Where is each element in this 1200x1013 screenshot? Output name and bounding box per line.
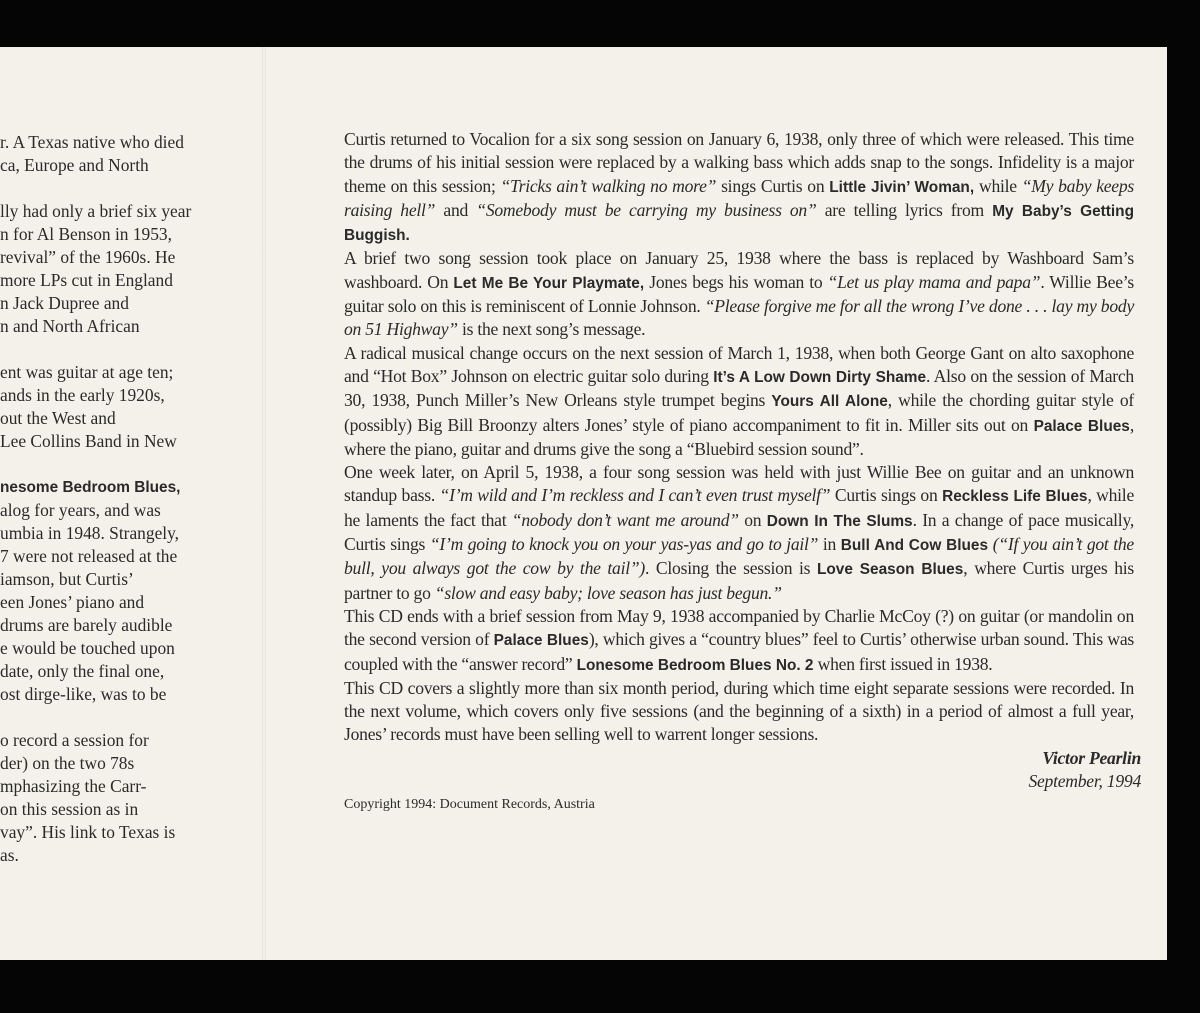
left-line: n Jack Dupree and (0, 293, 129, 313)
left-line: out the West and (0, 408, 116, 428)
song-title: Yours All Alone (771, 393, 888, 411)
left-line: een Jones’ piano and (0, 592, 145, 612)
left-line: more LPs cut in England (0, 270, 173, 290)
left-line: ost dirge-like, was to be (0, 684, 167, 704)
booklet-fold (262, 47, 266, 960)
left-line: vay”. His link to Texas is (0, 822, 176, 842)
author-name: Victor Pearlin (1042, 747, 1141, 768)
song-title: Bull And Cow Blues (840, 537, 989, 555)
lyric-quote: “I’m going to knock you on your yas-yas and go to jail” (429, 534, 819, 555)
lyric-quote: “slow and easy baby; love season has just begun.” (434, 582, 782, 603)
right-page (264, 47, 1167, 960)
left-line: mphasizing the Carr- (0, 776, 147, 796)
left-line: ent was guitar at age ten; (0, 362, 174, 382)
left-line: n and North African (0, 316, 140, 336)
left-line: on this session as in (0, 799, 139, 819)
left-page (0, 47, 264, 960)
left-line: drums are barely audible (0, 615, 173, 635)
left-line: lly had only a brief six year (0, 201, 192, 221)
left-line: as. (0, 845, 19, 865)
left-line: der) on the two 78s (0, 753, 135, 773)
lyric-quote: “Let us play mama and papa” (827, 271, 1041, 292)
left-line: r. A Texas native who died (0, 132, 184, 152)
left-line: iamson, but Curtis’ (0, 569, 134, 589)
left-line: umbia in 1948. Strangely, (0, 523, 180, 543)
left-line: date, only the final one, (0, 661, 165, 681)
paragraph-january-6: Curtis returned to Vocalion for a six song session on January 6, 1938, only three of which were released. This time the drums of his initial session were replaced by a walking bass which adds snap to the songs. Infidelity is a major theme on this session; “Tricks ain’t walking no more” sings Curtis on Little Jivin’ Woman, while “My baby keeps raising hell” and “Somebody must be carrying my business on” are telling lyrics from My Baby’s Getting Buggish. (344, 129, 1135, 245)
lyric-quote: “nobody don’t want me around” (511, 509, 739, 530)
left-line: 7 were not released at the (0, 546, 178, 566)
paragraph-january-25: A brief two song session took place on January 25, 1938 where the bass is replaced by Washboard Sam’s washboard. On Let Me Be Your Playmate, Jones begs his woman to “Let us play mama and papa”. Willie Bee’s guitar solo on this is reminiscent of Lonnie Johnson. “Please forgive me for all the wrong I’ve done . . . lay my body on 51 Highway” is the next song’s message. (344, 248, 1135, 340)
copyright-notice: Copyright 1994: Document Records, Austria (344, 797, 595, 813)
left-line: o record a session for (0, 730, 149, 750)
left-line: revival” of the 1960s. He (0, 247, 176, 267)
lyric-quote: “My baby keeps raising hell” (344, 175, 1135, 220)
left-line: ands in the early 1920s, (0, 385, 165, 405)
left-line: alog for years, and was (0, 500, 161, 520)
paragraph-march-sessions: A radical musical change occurs on the next session of March 1, 1938, when both George Gant on alto saxophone and “Hot Box” Johnson on electric guitar solo during It’s A Low Down Dirty Shame. Also on the session of March 30, 1938, Punch Miller’s New Orleans style trumpet begins Yours All Alone, while the chording guitar style of (possibly) Big Bill Broonzy alters Jones’ style of piano accompaniment to fit in. Miller sits out on Palace Blues, where the piano, guitar and drums give the song a “Bluebird session sound”. (344, 342, 1134, 459)
song-title: It’s A Low Down Dirty Shame (713, 368, 927, 386)
song-title: My Baby’s Getting Buggish. (344, 202, 1134, 245)
lyric-quote: (“If you ain’t got the bull, you always got the cow by the tail”) (344, 534, 1134, 579)
lyric-quote: “Tricks ain’t walking no more” (500, 175, 717, 196)
left-line: n for Al Benson in 1953, (0, 224, 172, 244)
left-line: e would be touched upon (0, 638, 175, 658)
song-title: Down In The Slums (766, 512, 913, 530)
liner-notes-body (344, 128, 1141, 815)
left-line: ca, Europe and North (0, 155, 149, 175)
song-title: Palace Blues (493, 632, 589, 650)
paragraph-may-9: This CD ends with a brief session from May 9, 1938 accompanied by Charlie McCoy (?) on guitar (or mandolin on the second version of Palace Blues), which gives a “country blues” feel to Curtis’ otherwise urban sound. This was coupled with the “answer record” Lonesome Bedroom Blues No. 2 when first issued in 1938. (344, 605, 1134, 674)
song-title: Lonesome Bedroom Blues No. 2 (576, 656, 814, 674)
song-title: Reckless Life Blues (942, 488, 1088, 506)
lyric-quote: “Please forgive me for all the wrong I’ve done . . . lay my body on 51 Highway” (344, 296, 1135, 340)
left-line-song-title: nesome Bedroom Blues, (0, 479, 181, 496)
song-title: Love Season Blues (816, 561, 964, 579)
lyric-quote: “I’m wild and I’m reckless and I can’t even trust myself” (439, 485, 831, 506)
paragraph-april-5: One week later, on April 5, 1938, a four song session was held with just Willie Bee on guitar and an unknown standup bass. “I’m wild and I’m reckless and I can’t even trust myself” Curtis sings on Reckless Life Blues, while he laments the fact that “nobody don’t want me around” on Down In The Slums. In a change of pace musically, Curtis sings “I’m going to knock you on your yas-yas and go to jail” in Bull And Cow Blues (“If you ain’t got the bull, you always got the cow by the tail”). Closing the session is Love Season Blues, where Curtis urges his partner to go “slow and easy baby; love season has just begun.” (344, 462, 1135, 603)
lyric-quote: “Somebody must be carrying my business on” (476, 199, 817, 220)
song-title: Let Me Be Your Playmate, (453, 274, 645, 292)
signature-date: September, 1994 (1028, 771, 1141, 792)
song-title: Little Jivin’ Woman, (829, 178, 975, 196)
paragraph-summary: This CD covers a slightly more than six month period, during which time eight separate sessions were recorded. In the next volume, which covers only five sessions (and the beginning of a sixth) in a period of almost a full year, Jones’ records must have been selling well to warrent longer sessions. (344, 677, 1134, 745)
song-title: Palace Blues (1033, 417, 1130, 435)
left-line: Lee Collins Band in New (0, 431, 177, 451)
signature-block (344, 747, 1141, 794)
